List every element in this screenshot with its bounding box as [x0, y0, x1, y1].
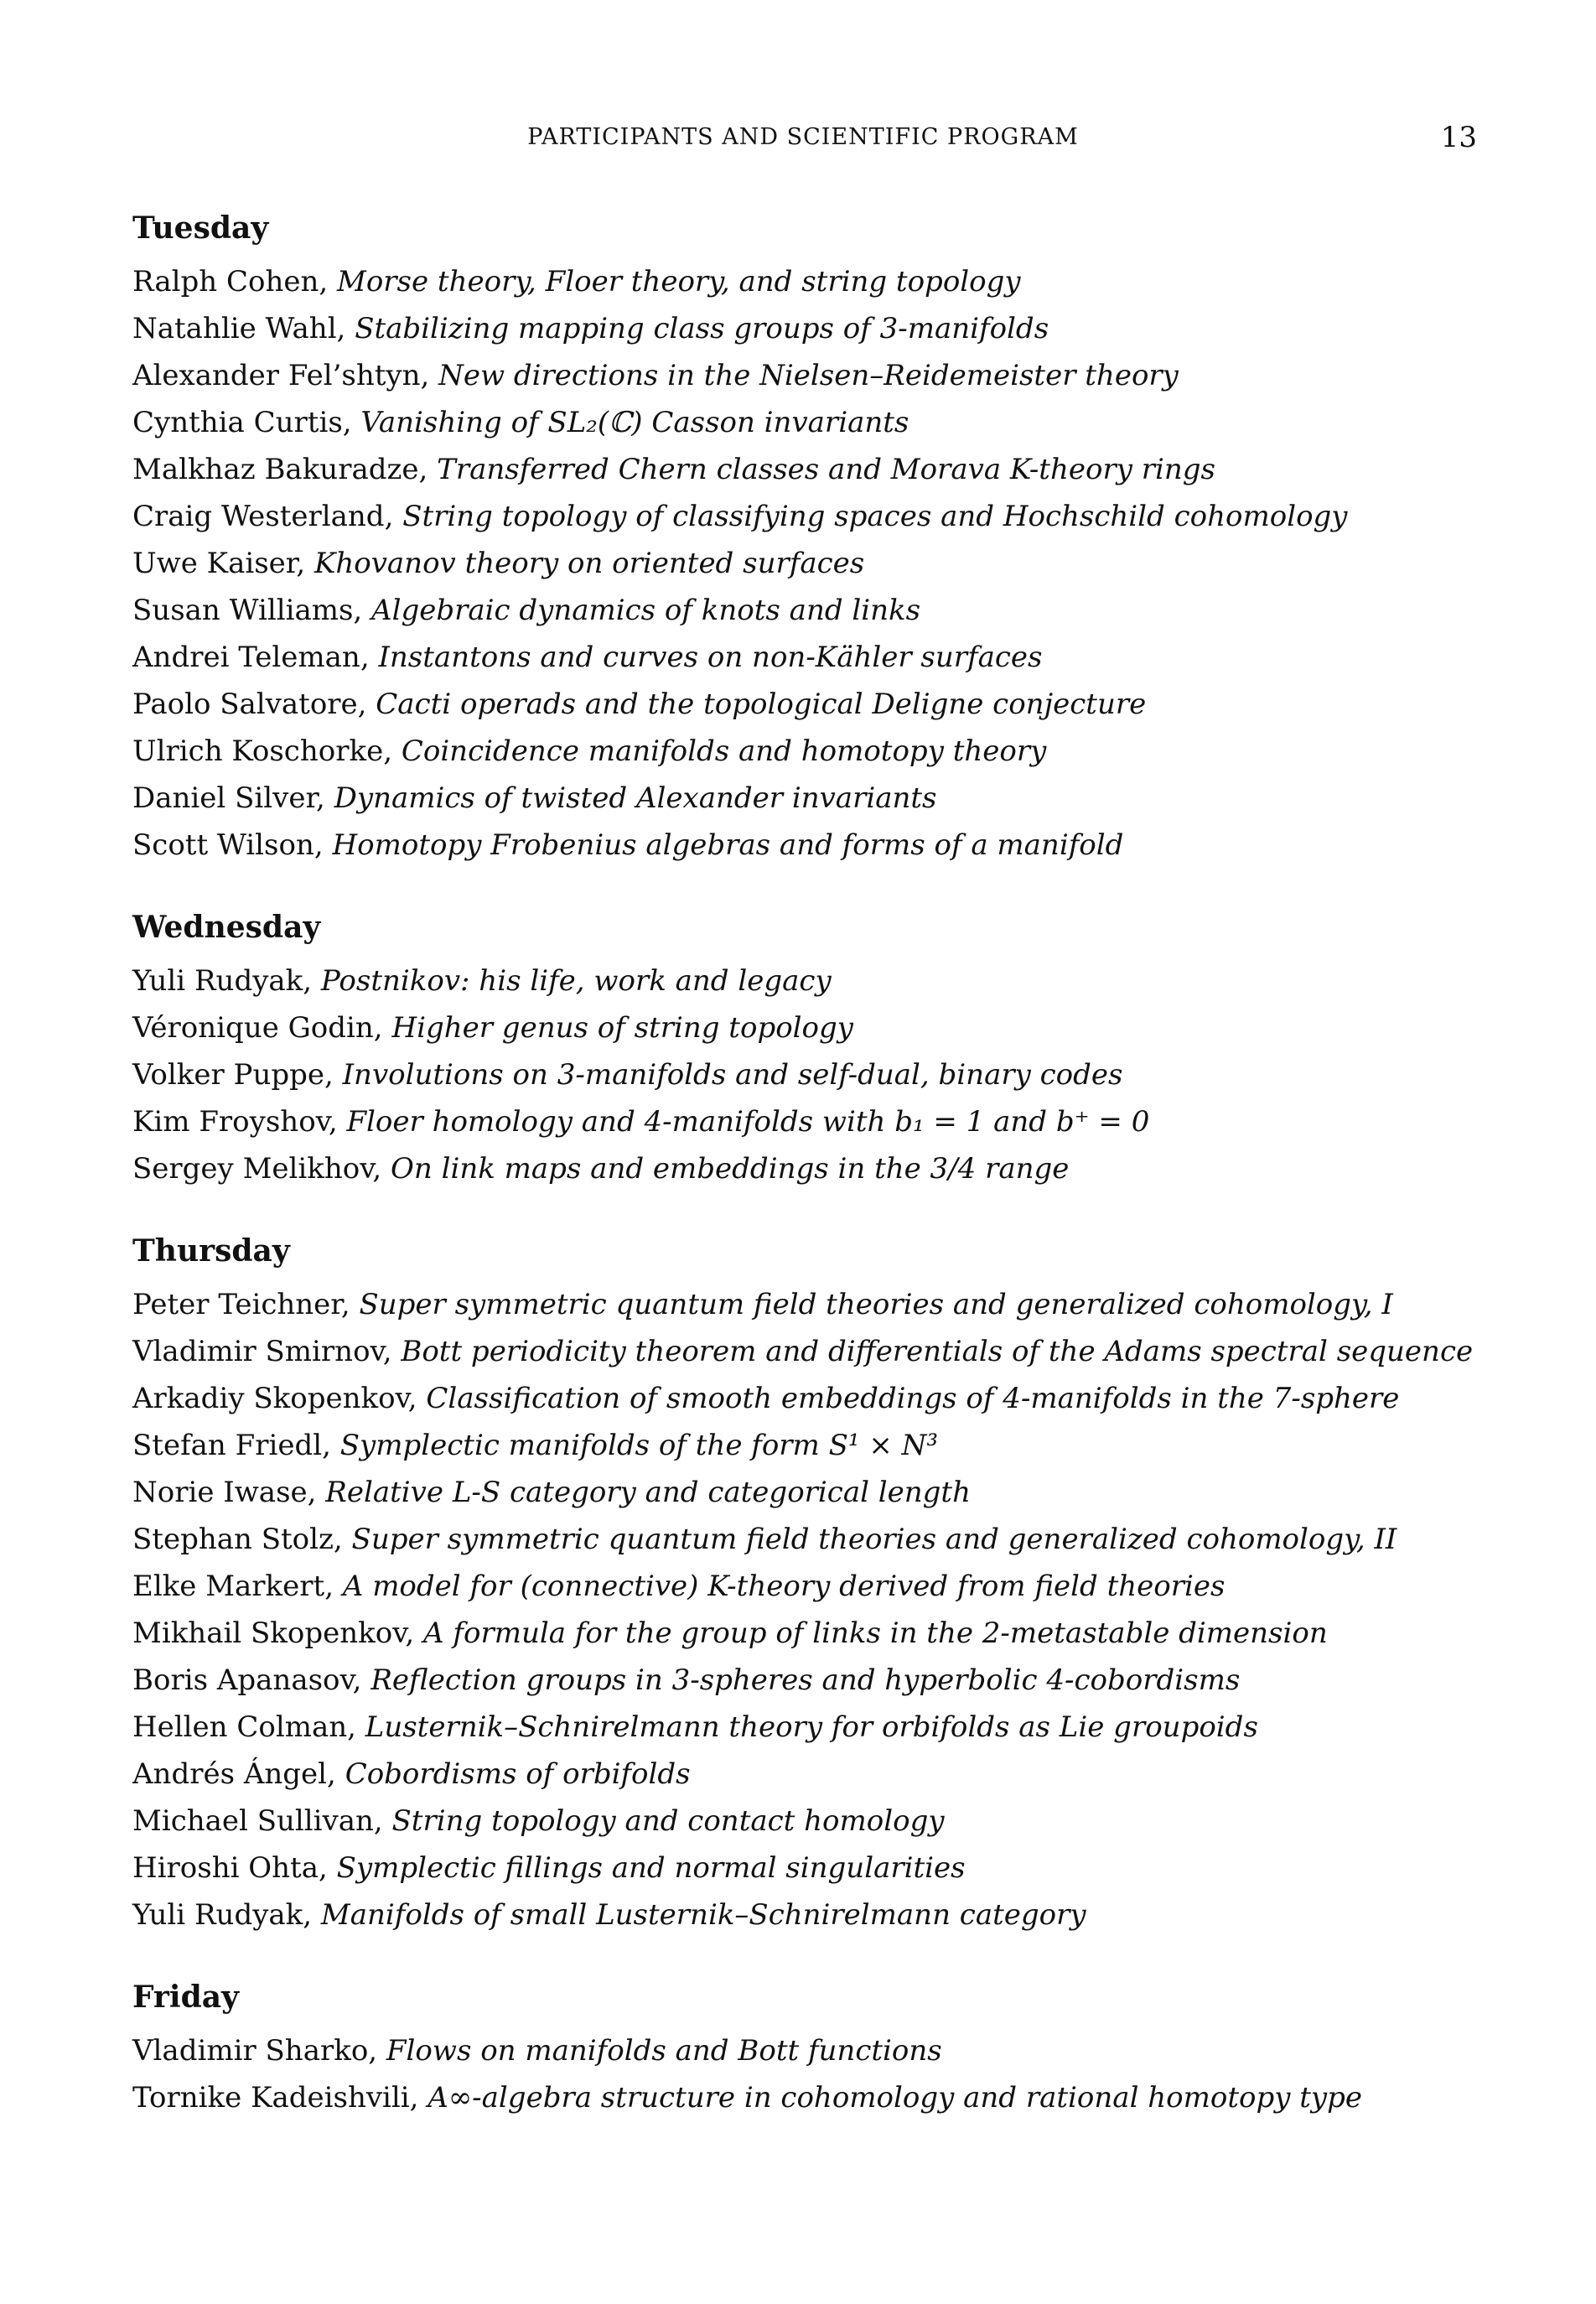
- day-section-friday: [132, 1974, 1477, 2121]
- program-content: [132, 205, 1477, 2121]
- talk-title: A formula for the group of links in the 2-metastable dimension: [423, 1616, 1328, 1650]
- talk-title: Lusternik–Schnirelmann theory for orbifolds as Lie groupoids: [365, 1710, 1258, 1744]
- speaker-name: Michael Sullivan,: [132, 1804, 383, 1838]
- day-heading: Thursday: [132, 1233, 290, 1269]
- speaker-name: Mikhail Skopenkov,: [132, 1616, 415, 1650]
- speaker-name: Tornike Kadeishvili,: [132, 2081, 419, 2115]
- talk-entry: [132, 1422, 1477, 1469]
- talk-entry: [132, 1891, 1477, 1938]
- talk-title: Symplectic fillings and normal singularities: [336, 1851, 966, 1885]
- day-heading: Wednesday: [132, 910, 321, 945]
- talk-title: Higher genus of string topology: [391, 1011, 853, 1045]
- talk-entry: [132, 1516, 1477, 1563]
- talk-title: A∞-algebra structure in cohomology and rational homotopy type: [428, 2081, 1362, 2115]
- talk-title: Floer homology and 4-manifolds with b₁ = 1 and b⁺ = 0: [346, 1105, 1150, 1139]
- talk-entry: [132, 1004, 1477, 1051]
- talk-title: Vanishing of SL₂(ℂ) Casson invariants: [360, 406, 909, 439]
- talk-title: Morse theory, Floer theory, and string topology: [337, 265, 1021, 298]
- talk-entry: [132, 587, 1477, 634]
- speaker-name: Volker Puppe,: [132, 1058, 334, 1092]
- talk-entry: [132, 957, 1477, 1004]
- talk-title: Cacti operads and the topological Deligne conjecture: [376, 688, 1147, 721]
- speaker-name: Alexander Fel’shtyn,: [132, 359, 430, 392]
- talk-title: Postnikov: his life, work and legacy: [320, 964, 832, 998]
- talk-entry: [132, 1845, 1477, 1891]
- talk-title: Involutions on 3-manifolds and self-dual, binary codes: [342, 1058, 1123, 1092]
- speaker-name: Craig Westerland,: [132, 500, 394, 533]
- speaker-name: Yuli Rudyak,: [132, 964, 313, 998]
- speaker-name: Stefan Friedl,: [132, 1429, 331, 1462]
- talk-entry: [132, 493, 1477, 540]
- talk-entry: [132, 258, 1477, 305]
- talk-entry: [132, 1098, 1477, 1145]
- talk-entry: [132, 1051, 1477, 1098]
- talk-entry: [132, 1563, 1477, 1610]
- speaker-name: Kim Froyshov,: [132, 1105, 338, 1139]
- talk-title: Flows on manifolds and Bott functions: [386, 2034, 942, 2068]
- talk-entry: [132, 1657, 1477, 1704]
- day-section-wednesday: [132, 904, 1477, 1192]
- talk-title: Reflection groups in 3-spheres and hyperbolic 4-cobordisms: [370, 1663, 1241, 1697]
- talk-entry: [132, 1704, 1477, 1751]
- speaker-name: Daniel Silver,: [132, 781, 325, 815]
- talk-entry: [132, 1145, 1477, 1192]
- talk-entry: [132, 1469, 1477, 1516]
- talk-title: Homotopy Frobenius algebras and forms of a manifold: [332, 828, 1124, 862]
- day-section-tuesday: [132, 205, 1477, 869]
- talk-title: Symplectic manifolds of the form S¹ × N³: [339, 1429, 939, 1462]
- talk-title: String topology and contact homology: [391, 1804, 945, 1838]
- speaker-name: Hiroshi Ohta,: [132, 1851, 328, 1885]
- talk-entry: [132, 1281, 1477, 1328]
- speaker-name: Paolo Salvatore,: [132, 688, 367, 721]
- talk-title: Bott periodicity theorem and differentials of the Adams spectral sequence: [401, 1335, 1474, 1368]
- talk-entry: [132, 775, 1477, 822]
- talk-entry: [132, 681, 1477, 728]
- talk-title: On link maps and embeddings in the 3/4 range: [391, 1152, 1070, 1186]
- talk-title: Transferred Chern classes and Morava K-theory rings: [437, 453, 1215, 486]
- talk-entry: [132, 1375, 1477, 1422]
- speaker-name: Andrei Teleman,: [132, 641, 370, 674]
- speaker-name: Susan Williams,: [132, 594, 363, 627]
- talk-title: Instantons and curves on non-Kähler surfaces: [378, 641, 1043, 674]
- talk-title: Khovanov theory on oriented surfaces: [314, 547, 865, 580]
- talk-title: Super symmetric quantum field theories and generalized cohomology, II: [351, 1523, 1397, 1556]
- running-head: [132, 121, 1477, 158]
- speaker-name: Ulrich Koschorke,: [132, 734, 393, 768]
- talk-title: New directions in the Nielsen–Reidemeister theory: [438, 359, 1179, 392]
- talk-entry: [132, 728, 1477, 775]
- speaker-name: Cynthia Curtis,: [132, 406, 352, 439]
- speaker-name: Vladimir Smirnov,: [132, 1335, 392, 1368]
- day-heading: Tuesday: [132, 210, 269, 246]
- talk-title: Classification of smooth embeddings of 4-manifolds in the 7-sphere: [426, 1382, 1400, 1415]
- speaker-name: Ralph Cohen,: [132, 265, 329, 298]
- speaker-name: Peter Teichner,: [132, 1288, 350, 1321]
- speaker-name: Malkhaz Bakuradze,: [132, 453, 428, 486]
- talk-entry: [132, 540, 1477, 587]
- talk-title: A model for (connective) K-theory derived from field theories: [342, 1570, 1226, 1603]
- speaker-name: Yuli Rudyak,: [132, 1898, 313, 1932]
- talk-entry: [132, 822, 1477, 869]
- talk-entry: [132, 352, 1477, 399]
- running-title: PARTICIPANTS AND SCIENTIFIC PROGRAM: [527, 124, 1079, 150]
- speaker-name: Hellen Colman,: [132, 1710, 356, 1744]
- talk-title: Relative L-S category and categorical length: [325, 1476, 971, 1509]
- speaker-name: Elke Markert,: [132, 1570, 334, 1603]
- talk-title: String topology of classifying spaces and Hochschild cohomology: [402, 500, 1348, 533]
- speaker-name: Scott Wilson,: [132, 828, 324, 862]
- talk-entry: [132, 305, 1477, 352]
- talk-title: Stabilizing mapping class groups of 3-manifolds: [355, 312, 1049, 345]
- talk-title: Algebraic dynamics of knots and links: [371, 594, 921, 627]
- speaker-name: Andrés Ángel,: [132, 1757, 336, 1791]
- day-heading: Friday: [132, 1980, 239, 2015]
- talk-entry: [132, 1328, 1477, 1375]
- talk-entry: [132, 1610, 1477, 1657]
- talk-entry: [132, 1751, 1477, 1798]
- speaker-name: Sergey Melikhov,: [132, 1152, 382, 1186]
- speaker-name: Véronique Godin,: [132, 1011, 383, 1045]
- speaker-name: Boris Apanasov,: [132, 1663, 362, 1697]
- speaker-name: Arkadiy Skopenkov,: [132, 1382, 417, 1415]
- talk-entry: [132, 634, 1477, 681]
- talk-entry: [132, 2074, 1477, 2121]
- talk-entry: [132, 2027, 1477, 2074]
- talk-title: Coincidence manifolds and homotopy theory: [401, 734, 1047, 768]
- day-section-thursday: [132, 1227, 1477, 1938]
- talk-title: Manifolds of small Lusternik–Schnirelmann category: [320, 1898, 1086, 1932]
- speaker-name: Natahlie Wahl,: [132, 312, 346, 345]
- talk-entry: [132, 399, 1477, 446]
- talk-entry: [132, 1798, 1477, 1845]
- talk-title: Dynamics of twisted Alexander invariants: [334, 781, 937, 815]
- speaker-name: Norie Iwase,: [132, 1476, 317, 1509]
- page-number: 13: [1440, 121, 1477, 154]
- speaker-name: Uwe Kaiser,: [132, 547, 306, 580]
- talk-title: Cobordisms of orbifolds: [345, 1757, 691, 1791]
- talk-entry: [132, 446, 1477, 493]
- talk-title: Super symmetric quantum field theories and generalized cohomology, I: [359, 1288, 1393, 1321]
- speaker-name: Stephan Stolz,: [132, 1523, 343, 1556]
- speaker-name: Vladimir Sharko,: [132, 2034, 378, 2068]
